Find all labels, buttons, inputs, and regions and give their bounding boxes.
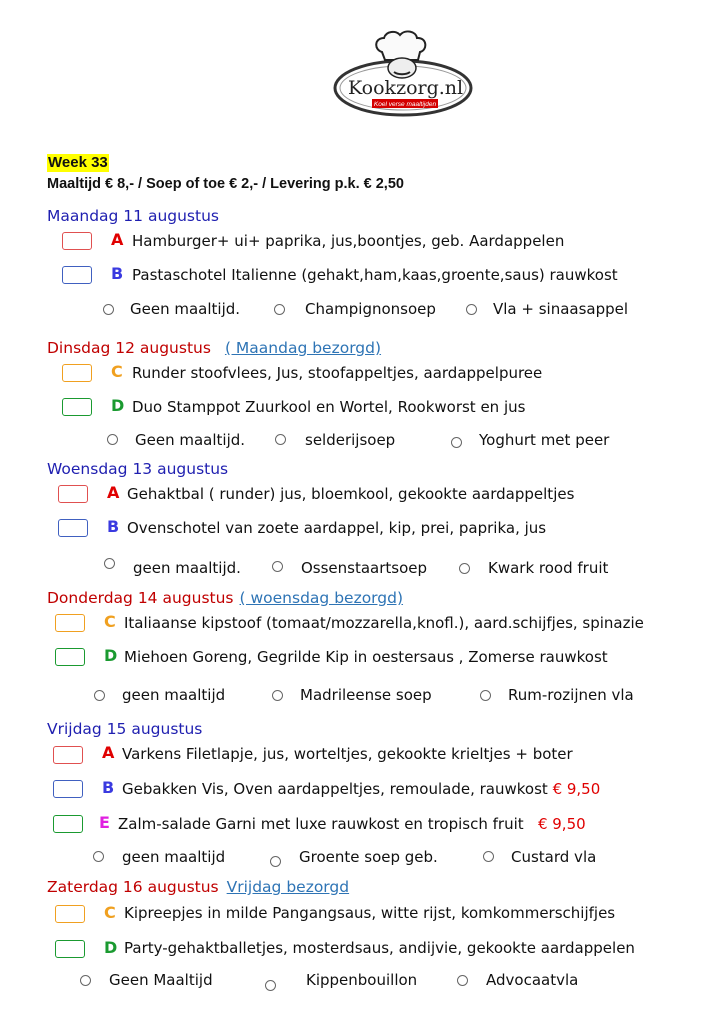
checkbox-donderdag-d[interactable] (55, 648, 85, 666)
svg-text:Koel verse maaltijden: Koel verse maaltijden (373, 101, 437, 108)
extra-label: Advocaatvla (486, 971, 579, 989)
option-letter: D (104, 646, 118, 665)
radio-woensdag-soep[interactable] (272, 561, 283, 572)
day-heading-dinsdag: Dinsdag 12 augustus ( Maandag bezorgd) (47, 339, 382, 357)
option-text: Duo Stamppot Zuurkool en Wortel, Rookworst en jus (132, 398, 526, 416)
checkbox-maandag-b[interactable] (62, 266, 92, 284)
option-text: Kipreepjes in milde Pangangsaus, witte rijst, komkommerschijfjes (124, 904, 616, 922)
extra-label: Kippenbouillon (306, 971, 418, 989)
option-letter: B (111, 264, 124, 283)
option-text: Hamburger+ ui+ paprika, jus,boontjes, geb. Aardappelen (132, 232, 565, 250)
extra-label: Kwark rood fruit (488, 559, 609, 577)
delivery-note: Vrijdag bezorgd (226, 878, 350, 896)
extra-label: geen maaltijd (122, 686, 226, 704)
checkbox-woensdag-b[interactable] (58, 519, 88, 537)
radio-vrijdag-soep[interactable] (270, 856, 281, 867)
option-letter: D (111, 396, 125, 415)
radio-woensdag-toe[interactable] (459, 563, 470, 574)
extra-label: Groente soep geb. (299, 848, 438, 866)
option-text: Party-gehaktballetjes, mosterdsaus, andijvie, gekookte aardappelen (124, 939, 635, 957)
svg-text:Kookzorg.nl: Kookzorg.nl (348, 77, 464, 99)
extra-label: Yoghurt met peer (479, 431, 610, 449)
option-text: Zalm-salade Garni met luxe rauwkost en tropisch fruit € 9,50 (118, 815, 586, 833)
option-price: € 9,50 (552, 780, 601, 798)
radio-dinsdag-toe[interactable] (451, 437, 462, 448)
checkbox-vrijdag-e[interactable] (53, 815, 83, 833)
extra-label: Ossenstaartsoep (301, 559, 428, 577)
radio-donderdag-geen[interactable] (94, 690, 105, 701)
option-letter: A (107, 483, 120, 502)
option-price: € 9,50 (537, 815, 586, 833)
extra-label: Rum-rozijnen vla (508, 686, 634, 704)
option-text: Pastaschotel Italienne (gehakt,ham,kaas,groente,saus) rauwkost (132, 266, 618, 284)
radio-vrijdag-geen[interactable] (93, 851, 104, 862)
option-letter: A (102, 743, 115, 762)
option-letter: D (104, 938, 118, 957)
extra-label: Geen Maaltijd (109, 971, 213, 989)
day-heading-zaterdag: Zaterdag 16 augustus Vrijdag bezorgd (47, 878, 350, 896)
checkbox-zaterdag-c[interactable] (55, 905, 85, 923)
week-label: Week 33 (48, 154, 108, 171)
extra-label: Geen maaltijd. (130, 300, 241, 318)
checkbox-zaterdag-d[interactable] (55, 940, 85, 958)
option-letter: C (104, 903, 116, 922)
option-text: Gebakken Vis, Oven aardappeltjes, remoulade, rauwkost € 9,50 (122, 780, 601, 798)
extra-label: Custard vla (511, 848, 597, 866)
extra-label: geen maaltijd (122, 848, 226, 866)
option-letter: C (104, 612, 116, 631)
option-text: Miehoen Goreng, Gegrilde Kip in oestersaus , Zomerse rauwkost (124, 648, 608, 666)
extra-label: geen maaltijd. (133, 559, 241, 577)
extra-label: Madrileense soep (300, 686, 432, 704)
option-text: Gehaktbal ( runder) jus, bloemkool, gekookte aardappeltjes (127, 485, 575, 503)
delivery-note: ( Maandag bezorgd) (224, 339, 382, 357)
day-heading-woensdag: Woensdag 13 augustus (47, 460, 229, 478)
extra-label: Geen maaltijd. (135, 431, 246, 449)
radio-maandag-toe[interactable] (466, 304, 477, 315)
option-letter: B (102, 778, 115, 797)
option-text: Italiaanse kipstoof (tomaat/mozzarella,knofl.), aard.schijfjes, spinazie (124, 614, 644, 632)
option-text: Runder stoofvlees, Jus, stoofappeltjes, aardappelpuree (132, 364, 543, 382)
checkbox-dinsdag-c[interactable] (62, 364, 92, 382)
radio-dinsdag-soep[interactable] (275, 434, 286, 445)
radio-dinsdag-geen[interactable] (107, 434, 118, 445)
price-line: Maaltijd € 8,- / Soep of toe € 2,- / Levering p.k. € 2,50 (47, 176, 404, 192)
radio-zaterdag-soep[interactable] (265, 980, 276, 991)
day-heading-donderdag: Donderdag 14 augustus ( woensdag bezorgd) (47, 589, 404, 607)
checkbox-dinsdag-d[interactable] (62, 398, 92, 416)
radio-donderdag-soep[interactable] (272, 690, 283, 701)
radio-vrijdag-toe[interactable] (483, 851, 494, 862)
checkbox-vrijdag-a[interactable] (53, 746, 83, 764)
radio-maandag-soep[interactable] (274, 304, 285, 315)
radio-donderdag-toe[interactable] (480, 690, 491, 701)
checkbox-donderdag-c[interactable] (55, 614, 85, 632)
option-letter: B (107, 517, 120, 536)
radio-zaterdag-geen[interactable] (80, 975, 91, 986)
radio-woensdag-geen[interactable] (104, 558, 115, 569)
day-heading-vrijdag: Vrijdag 15 augustus (47, 720, 203, 738)
checkbox-woensdag-a[interactable] (58, 485, 88, 503)
option-letter: A (111, 230, 124, 249)
option-text: Ovenschotel van zoete aardappel, kip, prei, paprika, jus (127, 519, 547, 537)
checkbox-vrijdag-b[interactable] (53, 780, 83, 798)
extra-label: selderijsoep (305, 431, 396, 449)
option-letter: C (111, 362, 123, 381)
radio-maandag-geen[interactable] (103, 304, 114, 315)
delivery-note: ( woensdag bezorgd) (239, 589, 404, 607)
checkbox-maandag-a[interactable] (62, 232, 92, 250)
option-letter: E (99, 813, 110, 832)
kookzorg-logo (330, 28, 476, 120)
radio-zaterdag-toe[interactable] (457, 975, 468, 986)
option-text: Varkens Filetlapje, jus, worteltjes, gekookte krieltjes + boter (122, 745, 573, 763)
extra-label: Vla + sinaasappel (493, 300, 629, 318)
day-heading-maandag: Maandag 11 augustus (47, 207, 219, 225)
extra-label: Champignonsoep (305, 300, 436, 318)
